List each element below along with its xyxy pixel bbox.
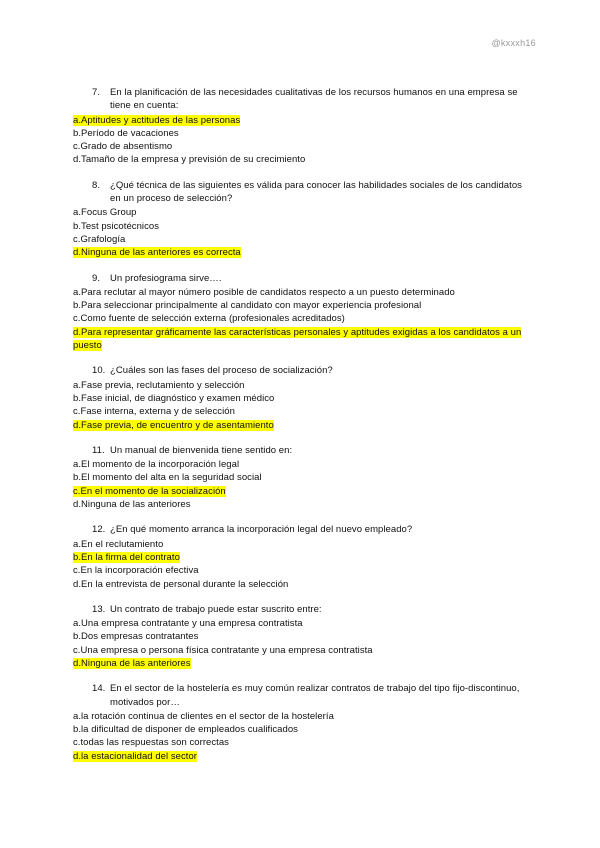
question-number: 11.: [92, 444, 105, 456]
question-block: [73, 523, 533, 590]
answer-option-correct: [73, 750, 533, 763]
question-text: [73, 682, 533, 709]
question-statement: En la planificación de las necesidades cualitativas de los recursos humanos en una empresa se tiene en cuenta:: [110, 87, 518, 112]
answer-option-text: a.la rotación continua de clientes en el sector de la hostelería: [73, 710, 334, 722]
question-block: [73, 444, 533, 511]
question-statement: ¿Cuáles son las fases del proceso de socialización?: [110, 365, 333, 377]
question-text: [73, 444, 533, 457]
answer-option-text: b.Período de vacaciones: [73, 127, 179, 139]
answer-option: [73, 471, 533, 484]
answer-option-text: c.Grafología: [73, 233, 126, 245]
answer-option-text: c.En la incorporación efectiva: [73, 565, 199, 577]
answer-option-text: c.Fase interna, externa y de selección: [73, 406, 235, 418]
answer-option: [73, 458, 533, 471]
answer-option: [73, 233, 533, 246]
answer-option-correct: [73, 246, 533, 259]
answer-option-text: c.Como fuente de selección externa (profesionales acreditados): [73, 313, 345, 325]
answer-option: [73, 405, 533, 418]
question-block: [73, 364, 533, 431]
answer-option-text: b.Fase inicial, de diagnóstico y examen médico: [73, 392, 275, 404]
answer-option-text: b.Test psicotécnicos: [73, 220, 160, 232]
question-number: 7.: [92, 87, 101, 98]
answer-option-text: d.Para representar gráficamente las características personales y aptitudes exigidas a los candidatos a un puesto: [73, 326, 522, 352]
answer-option: [73, 140, 533, 153]
question-block: [73, 603, 533, 670]
answer-option-text: a.Fase previa, reclutamiento y selección: [73, 379, 245, 391]
answer-option: [73, 299, 533, 312]
answer-option: [73, 312, 533, 325]
question-number: 13.: [92, 603, 106, 615]
answer-option-text: c.Una empresa o persona física contratante y una empresa contratista: [73, 644, 373, 656]
answer-option-text: b.Para seleccionar principalmente al candidato con mayor experiencia profesional: [73, 300, 422, 312]
answer-option: [73, 498, 533, 511]
answer-option: [73, 153, 533, 166]
watermark: @kxxxh16: [491, 38, 536, 48]
answer-option-correct: [73, 657, 533, 670]
answer-option-correct: [73, 551, 533, 564]
question-block: [73, 272, 533, 353]
answer-option-text: d.En la entrevista de personal durante la selección: [73, 578, 289, 590]
answer-option-text: d.la estacionalidad del sector: [73, 750, 198, 762]
answer-option: [73, 564, 533, 577]
question-text: [73, 179, 533, 206]
answer-option-text: a.Una empresa contratante y una empresa contratista: [73, 618, 303, 630]
answer-option-text: d.Ninguna de las anteriores es correcta: [73, 247, 241, 259]
question-statement: En el sector de la hostelería es muy común realizar contratos de trabajo del tipo fijo-discontinuo, motivados por…: [110, 683, 520, 708]
answer-option: [73, 127, 533, 140]
question-number: 8.: [92, 179, 101, 191]
question-text: [73, 86, 533, 113]
question-statement: Un profesiograma sirve….: [110, 272, 222, 284]
question-block: [73, 179, 533, 260]
answer-option-text: c.Grado de absentismo: [73, 141, 173, 153]
question-statement: Un manual de bienvenida tiene sentido en:: [110, 444, 293, 456]
answer-option-text: d.Ninguna de las anteriores: [73, 499, 191, 511]
question-block: [73, 682, 533, 763]
answer-option-text: d.Tamaño de la empresa y previsión de su crecimiento: [73, 154, 306, 166]
answer-option: [73, 736, 533, 749]
answer-option: [73, 286, 533, 299]
answer-option-text: b.la dificultad de disponer de empleados cualificados: [73, 724, 298, 736]
question-statement: Un contrato de trabajo puede estar suscrito entre:: [110, 603, 322, 615]
answer-option-text: d.Ninguna de las anteriores: [73, 657, 191, 669]
question-text: [73, 364, 533, 377]
question-number: 12.: [92, 524, 106, 536]
question-list: [73, 86, 533, 775]
answer-option-text: a.Para reclutar al mayor número posible de candidatos respecto a un puesto determinado: [73, 286, 455, 298]
answer-option: [73, 617, 533, 630]
answer-option: [73, 220, 533, 233]
answer-option-text: a.El momento de la incorporación legal: [73, 459, 240, 471]
answer-option-correct: [73, 326, 533, 353]
answer-option: [73, 392, 533, 405]
answer-option-text: d.Fase previa, de encuentro y de asentamiento: [73, 419, 274, 431]
answer-option-text: b.El momento del alta en la seguridad social: [73, 472, 262, 484]
answer-option-correct: [73, 114, 533, 127]
answer-option-text: a.En el reclutamiento: [73, 538, 164, 550]
question-text: [73, 523, 533, 536]
answer-option: [73, 644, 533, 657]
question-statement: ¿Qué técnica de las siguientes es válida para conocer las habilidades sociales de los candidatos en un proceso de selección?: [110, 179, 522, 205]
answer-option-text: a.Focus Group: [73, 207, 137, 219]
question-text: [73, 272, 533, 285]
answer-option: [73, 206, 533, 219]
question-number: 9.: [92, 272, 101, 284]
answer-option: [73, 630, 533, 643]
answer-option: [73, 578, 533, 591]
answer-option-text: b.Dos empresas contratantes: [73, 631, 199, 643]
answer-option-text: c.En el momento de la socialización: [73, 485, 226, 497]
question-statement: ¿En qué momento arranca la incorporación legal del nuevo empleado?: [110, 524, 413, 536]
answer-option: [73, 723, 533, 736]
answer-option: [73, 538, 533, 551]
question-number: 14.: [92, 683, 106, 695]
answer-option-correct: [73, 485, 533, 498]
question-text: [73, 603, 533, 616]
answer-option-correct: [73, 419, 533, 432]
answer-option-text: c.todas las respuestas son correctas: [73, 737, 229, 749]
question-number: 10.: [92, 365, 106, 377]
question-block: [73, 86, 533, 167]
answer-option: [73, 710, 533, 723]
answer-option: [73, 379, 533, 392]
answer-option-text: b.En la firma del contrato: [73, 551, 180, 563]
answer-option-text: a.Aptitudes y actitudes de las personas: [73, 114, 241, 126]
